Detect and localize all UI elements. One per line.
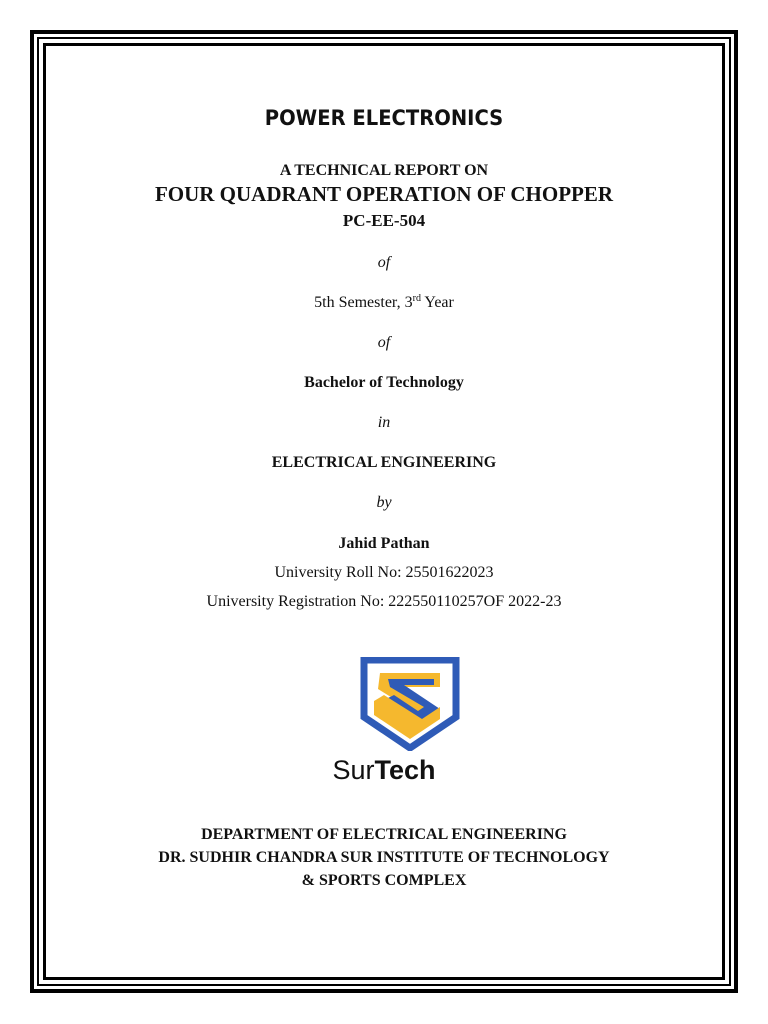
brand-wordmark-tech: Tech — [374, 755, 436, 785]
report-topic: FOUR QUADRANT OPERATION OF CHOPPER — [154, 182, 614, 206]
semester-tail: Year — [420, 294, 454, 311]
subject-title: POWER ELECTRONICS — [264, 106, 504, 130]
department-name: DEPARTMENT OF ELECTRICAL ENGINEERING — [201, 826, 567, 843]
course-code: PC-EE-504 — [342, 211, 426, 230]
degree-name: Bachelor of Technology — [304, 374, 464, 391]
branch-name: ELECTRICAL ENGINEERING — [271, 454, 497, 471]
semester-superscript: rd — [412, 293, 421, 304]
brand-wordmark — [46, 756, 722, 786]
connector-of: of — [377, 254, 391, 271]
report-label: A TECHNICAL REPORT ON — [279, 162, 489, 179]
student-name: Jahid Pathan — [338, 535, 430, 552]
surtech-shield-logo-icon — [360, 657, 460, 751]
institute-complex: & SPORTS COMPLEX — [301, 872, 467, 889]
institute-name: DR. SUDHIR CHANDRA SUR INSTITUTE OF TECHNOLOGY — [158, 849, 610, 866]
university-registration-no: University Registration No: 222550110257OF 2022-23 — [206, 593, 562, 610]
semester-text: 5th Semester, 3 — [314, 294, 413, 311]
connector-in: in — [377, 414, 391, 431]
connector-by: by — [376, 494, 392, 511]
connector-of: of — [377, 334, 391, 351]
semester-year — [46, 294, 722, 312]
brand-wordmark-sur: Sur — [332, 755, 375, 785]
university-roll-no: University Roll No: 25501622023 — [274, 564, 494, 581]
